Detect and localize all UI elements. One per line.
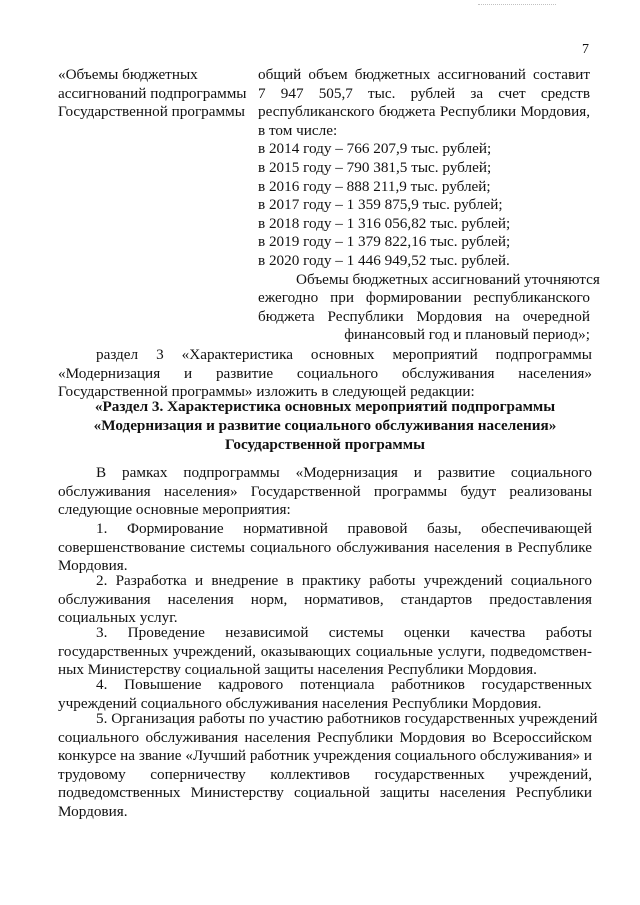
measure-item-4 bbox=[58, 676, 592, 713]
measure-line: трудовому соперничеству коллективов государственных учреждений, bbox=[58, 765, 592, 783]
budget-note-line: финансовый год и плановый период»; bbox=[344, 326, 590, 344]
instruction-line: раздел 3 «Характеристика основных мероприятий подпрограммы bbox=[96, 346, 592, 363]
passport-label-line: «Объемы бюджетных bbox=[58, 66, 198, 83]
measure-item-3 bbox=[58, 624, 592, 680]
measure-line: государственных учреждений, оказывающих социальные услуги, подведомствен- bbox=[58, 642, 592, 660]
measure-line: 3. Проведение независимой системы оценки качества работы bbox=[96, 624, 592, 641]
measure-line: 4. Повышение кадрового потенциала работников государственных bbox=[96, 676, 592, 693]
passport-value-line: 7 947 505,7 тыс. рублей за счет средств bbox=[258, 84, 590, 102]
passport-value-line: в том числе: bbox=[258, 121, 338, 139]
measure-item-2 bbox=[58, 572, 592, 628]
measure-line: ных Министерству социальной защиты населения Республики Мордовия. bbox=[58, 661, 537, 679]
budget-note-line: бюджета Республики Мордовия на очередной bbox=[258, 307, 590, 325]
measure-line: обслуживания населения норм, нормативов, стандартов предоставления bbox=[58, 590, 592, 608]
measure-line: совершенствование системы социального обслуживания населения в Республике bbox=[58, 538, 592, 556]
measure-line: учреждений социального обслуживания населения Республики Мордовия. bbox=[58, 694, 542, 712]
budget-year-line: в 2020 году – 1 446 949,52 тыс. рублей. bbox=[258, 251, 510, 269]
section-heading-line: «Раздел 3. Характеристика основных мероприятий подпрограммы bbox=[94, 398, 556, 415]
measure-line: Мордовия. bbox=[58, 802, 128, 820]
budget-year-line: в 2018 году – 1 316 056,82 тыс. рублей; bbox=[258, 214, 511, 232]
budget-year-line: в 2014 году – 766 207,9 тыс. рублей; bbox=[258, 140, 492, 158]
passport-value bbox=[258, 66, 600, 345]
budget-note-line: Объемы бюджетных ассигнований уточняются bbox=[296, 270, 600, 288]
budget-year-line: в 2016 году – 888 211,9 тыс. рублей; bbox=[258, 177, 491, 195]
section-heading-line: «Модернизация и развитие социального обслуживания населения» bbox=[93, 417, 557, 434]
budget-year-line: в 2017 году – 1 359 875,9 тыс. рублей; bbox=[258, 196, 503, 214]
section-heading-line: Государственной программы bbox=[225, 436, 425, 453]
instruction-line: Государственной программы» изложить в следующей редакции: bbox=[58, 383, 475, 401]
measure-line: 2. Разработка и внедрение в практику работы учреждений социального bbox=[96, 572, 592, 589]
measure-line: социальных услуг. bbox=[58, 609, 178, 627]
measure-line: 5. Организация работы по участию работников государственных учреждений bbox=[96, 710, 598, 727]
budget-year-line: в 2015 году – 790 381,5 тыс. рублей; bbox=[258, 158, 492, 176]
intro-paragraph bbox=[58, 464, 592, 520]
measure-line: подведомственных Министерству социальной защиты населения Республики bbox=[58, 784, 592, 802]
scan-smudge bbox=[478, 4, 556, 8]
measure-item-5 bbox=[58, 710, 598, 822]
intro-line: следующие основные мероприятия: bbox=[58, 501, 291, 519]
passport-label-line: ассигнований подпрограммы bbox=[58, 84, 247, 102]
passport-value-line: республиканского бюджета Республики Мордовия, bbox=[258, 103, 590, 121]
section-heading bbox=[58, 397, 592, 454]
instruction-paragraph bbox=[58, 346, 592, 402]
measure-line: социального обслуживания населения Республики Мордовия во Всероссийском bbox=[58, 728, 592, 746]
page-number: 7 bbox=[582, 42, 589, 57]
measure-line: 1. Формирование нормативной правовой базы, обеспечивающей bbox=[96, 520, 592, 537]
measure-line: Мордовия. bbox=[58, 557, 128, 575]
instruction-line: «Модернизация и развитие социального обслуживания населения» bbox=[58, 364, 592, 382]
measure-line: конкурсе на звание «Лучший работник учреждения социального обслуживания» и bbox=[58, 747, 592, 765]
budget-note-line: ежегодно при формировании республиканского bbox=[258, 289, 590, 307]
passport-value-line: общий объем бюджетных ассигнований составит bbox=[258, 66, 590, 83]
budget-year-line: в 2019 году – 1 379 822,16 тыс. рублей; bbox=[258, 233, 511, 251]
intro-line: В рамках подпрограммы «Модернизация и развитие социального bbox=[96, 464, 592, 481]
measure-item-1 bbox=[58, 520, 592, 576]
intro-line: обслуживания населения» Государственной программы будут реализованы bbox=[58, 482, 592, 500]
passport-label bbox=[58, 66, 248, 122]
passport-label-line: Государственной программы bbox=[58, 103, 245, 121]
